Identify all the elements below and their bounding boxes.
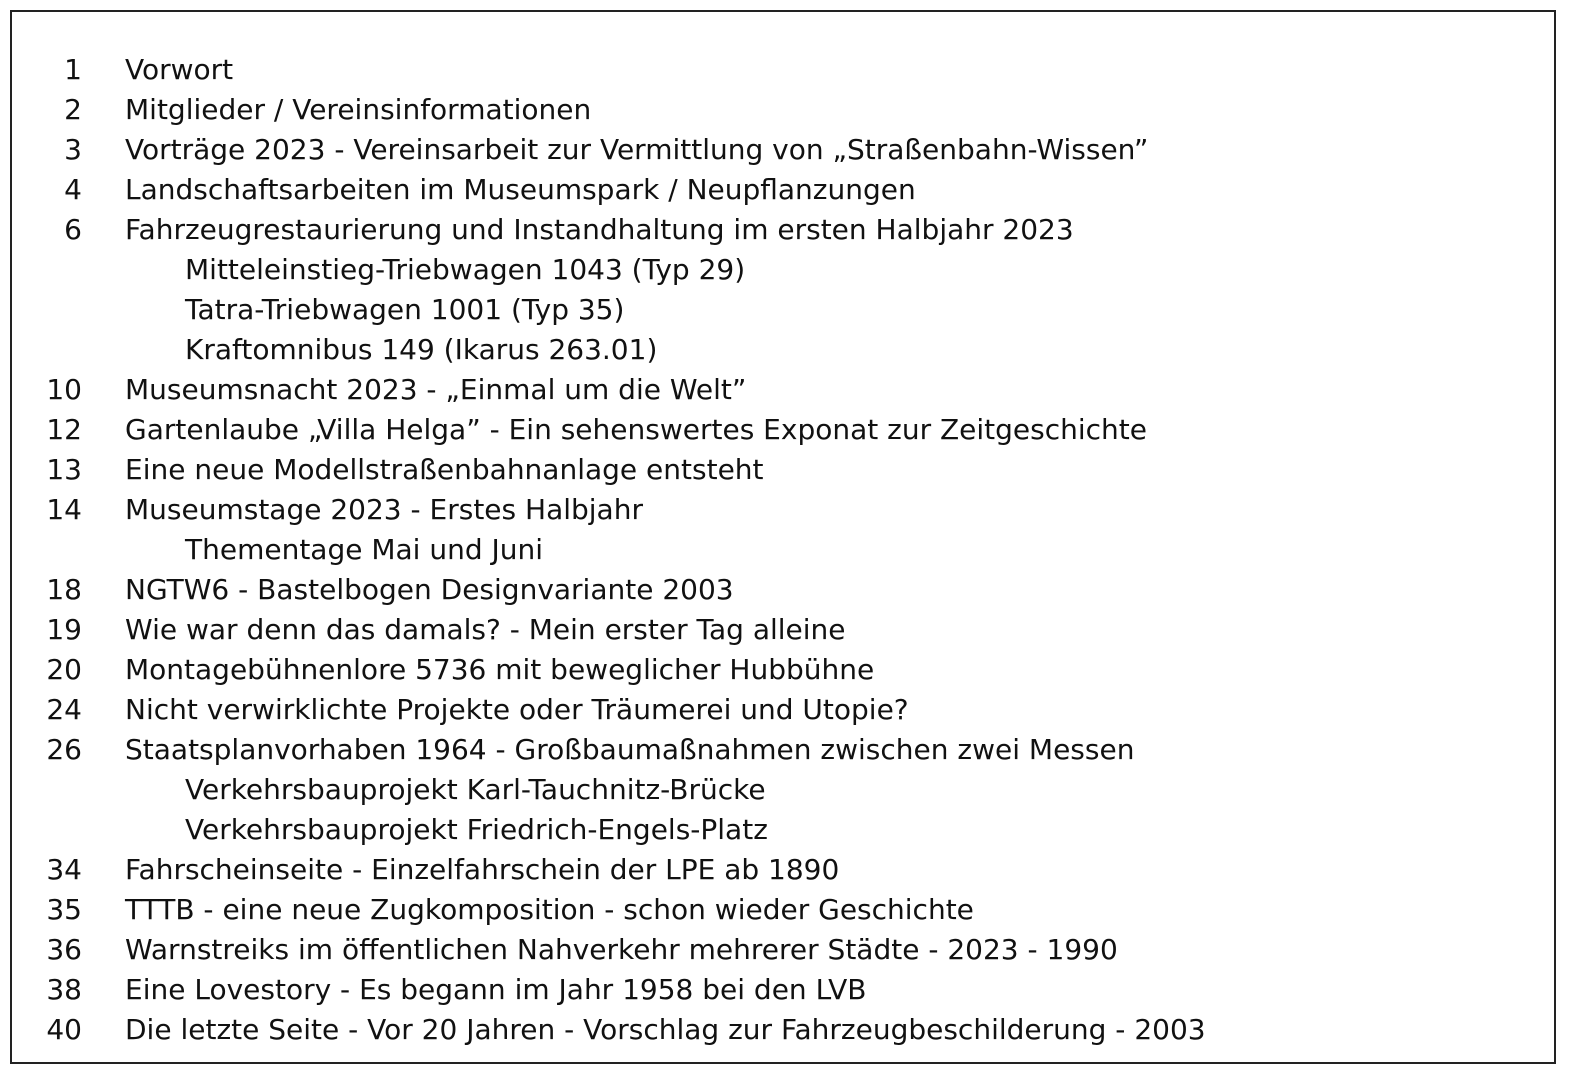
- entry-title: NGTW6 - Bastelbogen Designvariante 2003: [125, 573, 734, 606]
- entry-title: Die letzte Seite - Vor 20 Jahren - Vorschlag zur Fahrzeugbeschilderung - 2003: [125, 1013, 1206, 1046]
- toc-entry: [12, 50, 1558, 90]
- toc-entry: [12, 890, 1558, 930]
- toc-entry: [12, 930, 1558, 970]
- entry-title: Fahrzeugrestaurierung und Instandhaltung im ersten Halbjahr 2023: [125, 213, 1074, 246]
- page-number: 26: [46, 733, 82, 766]
- page-number: 18: [46, 573, 82, 606]
- entry-title: Verkehrsbauprojekt Karl-Tauchnitz-Brücke: [185, 773, 766, 806]
- entry-title: Montagebühnenlore 5736 mit beweglicher Hubbühne: [125, 653, 875, 686]
- toc-entry: [12, 570, 1558, 610]
- toc-entry: [12, 370, 1558, 410]
- entry-title: Museumstage 2023 - Erstes Halbjahr: [125, 493, 643, 526]
- page-number: 6: [64, 213, 82, 246]
- toc-entry: [12, 490, 1558, 530]
- toc-subentry: [12, 250, 1558, 290]
- entry-title: TTTB - eine neue Zugkomposition - schon wieder Geschichte: [125, 893, 974, 926]
- page-number: 35: [46, 893, 82, 926]
- toc-entry: [12, 1010, 1558, 1050]
- entry-title: Vorträge 2023 - Vereinsarbeit zur Vermittlung von „Straßenbahn-Wissen”: [125, 133, 1149, 166]
- entry-title: Staatsplanvorhaben 1964 - Großbaumaßnahmen zwischen zwei Messen: [125, 733, 1135, 766]
- page-number: 20: [46, 653, 82, 686]
- toc-subentry: [12, 810, 1558, 850]
- entry-title: Museumsnacht 2023 - „Einmal um die Welt”: [125, 373, 747, 406]
- entry-title: Warnstreiks im öffentlichen Nahverkehr mehrerer Städte - 2023 - 1990: [125, 933, 1118, 966]
- entry-title: Wie war denn das damals? - Mein erster Tag alleine: [125, 613, 846, 646]
- toc-entry: [12, 130, 1558, 170]
- entry-title: Verkehrsbauprojekt Friedrich-Engels-Platz: [185, 813, 768, 846]
- entry-title: Landschaftsarbeiten im Museumspark / Neupflanzungen: [125, 173, 916, 206]
- page-number: 13: [46, 453, 82, 486]
- page-number: 1: [64, 53, 82, 86]
- page-number: 4: [64, 173, 82, 206]
- entry-title: Kraftomnibus 149 (Ikarus 263.01): [185, 333, 658, 366]
- toc-entry: [12, 610, 1558, 650]
- entry-title: Thementage Mai und Juni: [185, 533, 544, 566]
- toc-entry: [12, 450, 1558, 490]
- entry-title: Nicht verwirklichte Projekte oder Träumerei und Utopie?: [125, 693, 909, 726]
- page-number: 36: [46, 933, 82, 966]
- entry-title: Gartenlaube „Villa Helga” - Ein sehenswertes Exponat zur Zeitgeschichte: [125, 413, 1147, 446]
- toc-entry: [12, 970, 1558, 1010]
- toc-entry: [12, 690, 1558, 730]
- page-number: 38: [46, 973, 82, 1006]
- toc-subentry: [12, 330, 1558, 370]
- toc-subentry: [12, 770, 1558, 810]
- table-of-contents-frame: [10, 10, 1556, 1064]
- page-number: 12: [46, 413, 82, 446]
- page-number: 2: [64, 93, 82, 126]
- page-number: 3: [64, 133, 82, 166]
- toc-entry: [12, 850, 1558, 890]
- table-of-contents-list: [12, 50, 1558, 1050]
- toc-subentry: [12, 290, 1558, 330]
- toc-entry: [12, 650, 1558, 690]
- page-number: 14: [46, 493, 82, 526]
- page-number: 34: [46, 853, 82, 886]
- page-number: 10: [46, 373, 82, 406]
- entry-title: Eine neue Modellstraßenbahnanlage entsteht: [125, 453, 764, 486]
- toc-entry: [12, 730, 1558, 770]
- toc-entry: [12, 210, 1558, 250]
- entry-title: Eine Lovestory - Es begann im Jahr 1958 bei den LVB: [125, 973, 867, 1006]
- page-number: 19: [46, 613, 82, 646]
- toc-entry: [12, 410, 1558, 450]
- page-number: 24: [46, 693, 82, 726]
- entry-title: Tatra-Triebwagen 1001 (Typ 35): [185, 293, 625, 326]
- toc-entry: [12, 90, 1558, 130]
- entry-title: Mitglieder / Vereinsinformationen: [125, 93, 592, 126]
- toc-entry: [12, 170, 1558, 210]
- entry-title: Fahrscheinseite - Einzelfahrschein der LPE ab 1890: [125, 853, 840, 886]
- toc-subentry: [12, 530, 1558, 570]
- entry-title: Mitteleinstieg-Triebwagen 1043 (Typ 29): [185, 253, 746, 286]
- entry-title: Vorwort: [125, 53, 234, 86]
- page-number: 40: [46, 1013, 82, 1046]
